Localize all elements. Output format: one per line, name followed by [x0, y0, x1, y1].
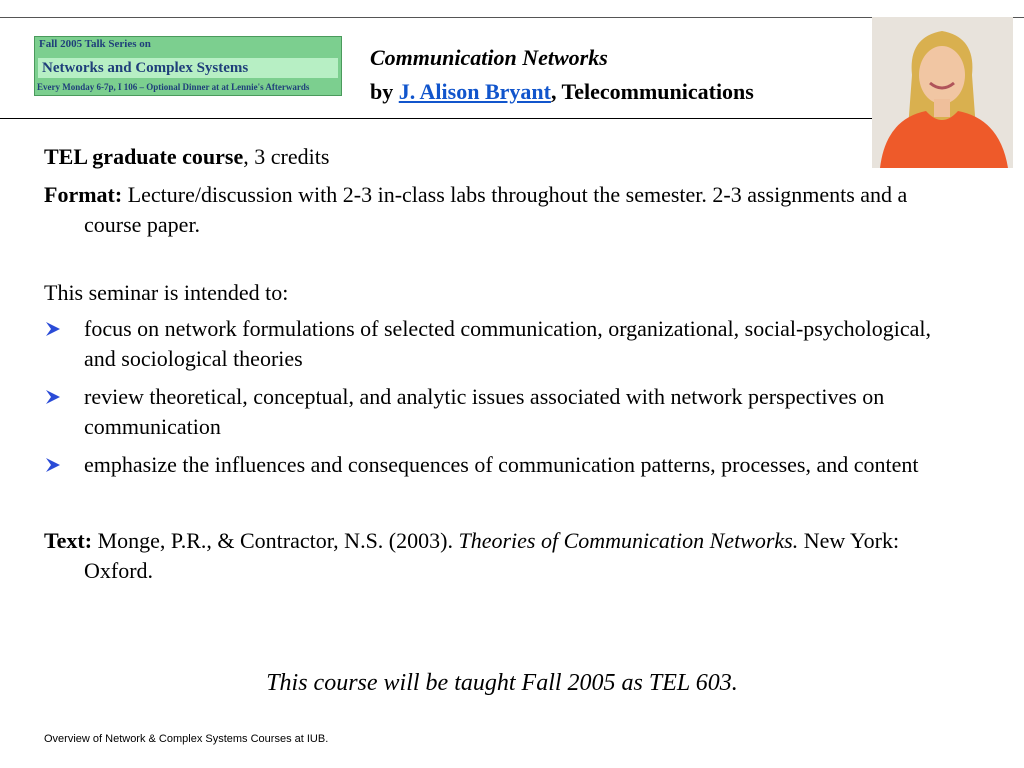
closing-note: This course will be taught Fall 2005 as TEL 603. — [266, 670, 738, 696]
arrow-bullet-icon — [45, 457, 61, 473]
header-divider — [0, 118, 872, 119]
list-item-text: focus on network formulations of selected communication, organizational, social-psychological, and sociological theories — [84, 316, 931, 371]
speaker-link[interactable]: J. Alison Bryant — [398, 79, 551, 104]
course-credits: , 3 credits — [243, 144, 330, 169]
textbook-publisher: New York: Oxford. — [84, 528, 900, 583]
talk-title: Communication Networks — [370, 45, 608, 70]
textbook-title: Theories of Communication Networks. — [458, 528, 799, 553]
course-type-line — [44, 142, 944, 172]
arrow-bullet-icon — [45, 321, 61, 337]
banner-series-name: Networks and Complex Systems — [38, 58, 338, 78]
textbook-paragraph — [44, 526, 944, 586]
talk-series-banner — [34, 36, 342, 96]
list-item-text: review theoretical, conceptual, and analytic issues associated with network perspectives on communication — [84, 384, 885, 439]
banner-schedule: Every Monday 6-7p, I 106 – Optional Dinner at at Lennie's Afterwards — [37, 82, 310, 92]
list-item — [44, 450, 944, 480]
seminar-goals-list — [44, 314, 944, 480]
speaker-affiliation: , Telecommunications — [550, 79, 754, 104]
seminar-intro: This seminar is intended to: — [44, 280, 289, 305]
list-item-text: emphasize the influences and consequences of communication patterns, processes, and content — [84, 452, 919, 477]
format-label: Format: — [44, 182, 123, 207]
course-content — [44, 142, 944, 586]
byline-by: by — [370, 79, 394, 104]
textbook-label: Text: — [44, 528, 93, 553]
format-paragraph — [44, 180, 944, 240]
slide-footer: Overview of Network & Complex Systems Courses at IUB. — [44, 733, 329, 745]
list-item — [44, 314, 944, 374]
talk-header — [370, 44, 754, 107]
arrow-bullet-icon — [45, 389, 61, 405]
course-type-label: TEL graduate course — [44, 144, 244, 169]
list-item — [44, 382, 944, 442]
banner-series-label: Fall 2005 Talk Series on — [39, 38, 151, 50]
byline — [370, 77, 754, 107]
format-text: Lecture/discussion with 2-3 in-class labs throughout the semester. 2-3 assignments and a course paper. — [84, 182, 908, 237]
top-divider — [0, 17, 1024, 18]
textbook-authors: Monge, P.R., & Contractor, N.S. (2003). — [92, 528, 459, 553]
